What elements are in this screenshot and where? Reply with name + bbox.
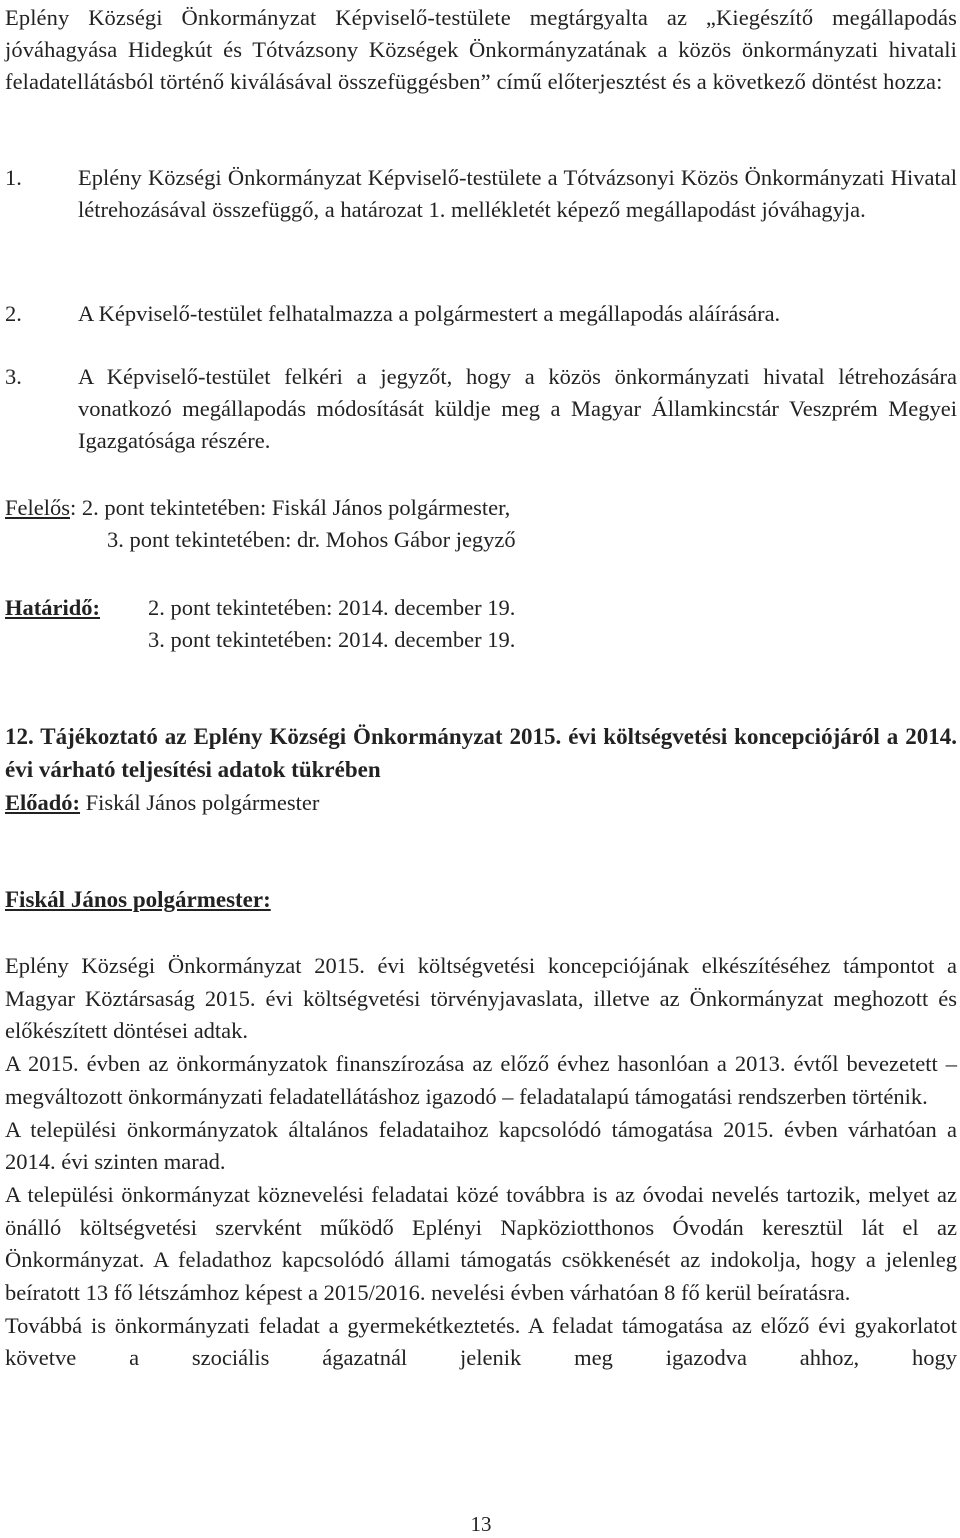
agenda-title: 12. Tájékoztató az Eplény Községi Önkormányzat 2015. évi költségvetési koncepciójáról a 2014. évi várható teljesítési adatok tükrében (5, 724, 957, 782)
deadline-line-2: 3. pont tekintetében: 2014. december 19. (148, 627, 516, 652)
item-text: A Képviselő-testület felkéri a jegyzőt, hogy a közös önkormányzati hivatal létrehozására vonatkozó megállapodás módosítását küldje meg a Magyar Államkincstár Veszprém Megyei Igazgatósága részére. (78, 364, 957, 453)
decision-item-1 (5, 162, 957, 226)
responsible-label: Felelős (5, 495, 70, 520)
paragraph: A települési önkormányzat köznevelési feladatai közé továbbra is az óvodai nevelés tartozik, melyet az önálló költségvetési szervként működő Eplényi Napköziotthonos Óvodán keresztül lát el az Önkormányzat. A feladathoz kapcsolódó állami támogatás csökkenését az indokolja, hogy a jelenleg beíratott 13 fő létszámhoz képest a 2015/2016. nevelési évben várhatóan 8 fő kerül beíratásra. (5, 1181, 957, 1306)
item-text: Eplény Községi Önkormányzat Képviselő-testülete a Tótvázsonyi Közös Önkormányzati Hivatal létrehozásával összefüggő, a határozat 1. mellékletét képező megállapodást jóváhagyja. (78, 165, 957, 222)
page-number: 13 (470, 1512, 492, 1536)
presenter-line (5, 787, 957, 819)
intro-paragraph: Eplény Községi Önkormányzat Képviselő-testülete megtárgyalta az „Kiegészítő megállapodás jóváhagyása Hidegkút és Tótvázsony Községek Önkormányzatának a közös önkormányzati hivatali feladatellátásból történő kiválásával összefüggésben” című előterjesztést és a következő döntést hozza: (5, 5, 957, 94)
deadline-block (5, 592, 957, 656)
presenter-name: Fiskál János polgármester (85, 790, 320, 815)
responsible-line-1: 2. pont tekintetében: Fiskál János polgármester, (81, 495, 511, 520)
paragraph: A települési önkormányzatok általános feladataihoz kapcsolódó támogatása 2015. évben várhatóan a 2014. évi szinten marad. (5, 1116, 957, 1175)
presenter-label: Előadó: (5, 790, 81, 815)
item-text: A Képviselő-testület felhatalmazza a polgármestert a megállapodás aláírására. (78, 301, 781, 326)
paragraph: A 2015. évben az önkormányzatok finanszírozása az előző évhez hasonlóan a 2013. évtől bevezetett – megváltozott önkormányzati feladatellátáshoz igazodó – feladatalapú támogatási rendszerben történik. (5, 1051, 957, 1109)
speaker-heading: Fiskál János polgármester: (5, 887, 271, 912)
paragraph: Továbbá is önkormányzati feladat a gyermekétkeztetés. A feladat támogatása az előző évi gyakorlatot követve a szociális ágazatnál jelenik meg igazodva ahhoz, hogy (5, 1312, 957, 1371)
decision-item-2 (5, 298, 957, 330)
item-number: 2. (5, 301, 22, 326)
paragraph: Eplény Községi Önkormányzat 2015. évi költségvetési koncepciójának elkészítéséhez támpontot a Magyar Köztársaság 2015. évi költségvetési törvényjavaslata, illetve az Önkormányzat meghozott és előkészített döntései adtak. (5, 953, 957, 1044)
item-number: 3. (5, 364, 22, 389)
item-number: 1. (5, 165, 22, 190)
deadline-label: Határidő: (5, 595, 100, 620)
deadline-line-1: 2. pont tekintetében: 2014. december 19. (148, 595, 516, 620)
responsible-line-2: 3. pont tekintetében: dr. Mohos Gábor jegyző (107, 527, 516, 552)
responsible-block: Felelős: 2. pont tekintetében: Fiskál János polgármester, 3. pont tekintetében: dr. Mohos Gábor jegyző (5, 492, 957, 556)
speech-body (5, 950, 957, 1375)
decision-item-3 (5, 361, 957, 457)
